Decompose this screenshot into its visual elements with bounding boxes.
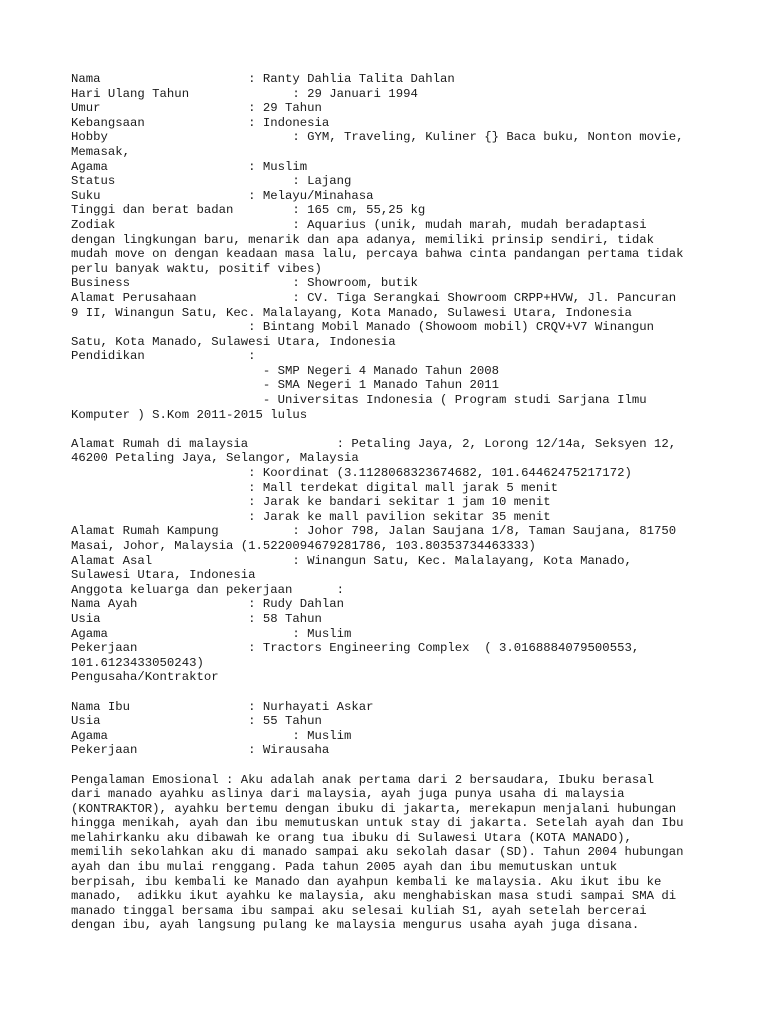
doc-line: Masai, Johor, Malaysia (1.5220094679281786, 103.80353734463333)	[71, 539, 536, 553]
doc-line: Pengusaha/Kontraktor	[71, 670, 219, 685]
doc-line: Kebangsaan : Indonesia	[71, 115, 330, 130]
doc-line: : Jarak ke bandari sekitar 1 jam 10 menit	[71, 495, 551, 510]
doc-line: hingga menikah, ayah dan ibu memutuskan untuk stay di jakarta. Setelah ayah dan Ibu	[71, 816, 684, 831]
doc-line: : Jarak ke mall pavilion sekitar 35 menit	[71, 509, 551, 524]
doc-line: Zodiak : Aquarius (unik, mudah marah, mudah beradaptasi	[71, 217, 647, 232]
doc-line: 46200 Petaling Jaya, Selangor, Malaysia	[71, 451, 359, 466]
doc-line	[71, 758, 711, 773]
doc-line: Usia : 58 Tahun	[71, 611, 322, 626]
doc-line: Pengalaman Emosional : Aku adalah anak pertama dari 2 bersaudara, Ibuku berasal	[71, 772, 654, 787]
doc-line: Memasak,	[71, 144, 131, 159]
doc-line: Umur : 29 Tahun	[71, 101, 322, 116]
doc-line: dengan ibu, ayah langsung pulang ke malaysia mengurus usaha ayah juga disana.	[71, 918, 640, 933]
doc-line: Pendidikan :	[71, 349, 256, 364]
doc-line: Tinggi dan berat badan : 165 cm, 55,25 kg	[71, 203, 426, 218]
doc-line: Nama Ayah : Rudy Dahlan	[71, 597, 345, 612]
doc-line: (KONTRAKTOR), ayahku bertemu dengan ibuku di jakarta, merekapun menjalani hubungan	[71, 801, 677, 816]
doc-line: Satu, Kota Manado, Sulawesi Utara, Indonesia	[71, 334, 396, 349]
doc-line: Hari Ulang Tahun : 29 Januari 1994	[71, 86, 418, 101]
doc-line: : Bintang Mobil Manado (Showoom mobil) CRQV+V7 Winangun	[71, 320, 654, 335]
doc-line: Agama : Muslim	[71, 728, 352, 743]
doc-line: Alamat Perusahaan : CV. Tiga Serangkai Showroom CRPP+HVW, Jl. Pancuran	[71, 290, 677, 305]
doc-line: mudah move on dengan keadaan masa lalu, percaya bahwa cinta pandangan pertama tidak	[71, 247, 684, 262]
doc-line: 101.6123433050243)	[71, 655, 204, 670]
doc-line: Suku : Melayu/Minahasa	[71, 188, 374, 203]
doc-line: Business : Showroom, butik	[71, 276, 418, 291]
doc-line	[71, 685, 711, 700]
doc-line: manado tinggal bersama ibu sampai aku selesai kuliah S1, ayah setelah bercerai	[71, 903, 647, 918]
doc-line: Nama : Ranty Dahlia Talita Dahlan	[71, 72, 455, 86]
doc-line: Hobby : GYM, Traveling, Kuliner {} Baca buku, Nonton movie,	[71, 130, 684, 145]
doc-line: Usia : 55 Tahun	[71, 714, 322, 729]
doc-line: Komputer ) S.Kom 2011-2015 lulus	[71, 407, 308, 422]
doc-line: Anggota keluarga dan pekerjaan :	[71, 582, 345, 597]
doc-line: dari manado ayahku aslinya dari malaysia, ayah juga punya usaha di malaysia	[71, 787, 625, 802]
doc-line: Sulawesi Utara, Indonesia	[71, 568, 256, 583]
doc-line: berpisah, ibu kembali ke Manado dan ayahpun kembali ke malaysia. Aku ikut ibu ke	[71, 874, 662, 889]
doc-line: Pekerjaan : Tractors Engineering Complex ( 3.0168884079500553,	[71, 641, 640, 656]
doc-line: Agama : Muslim	[71, 626, 352, 641]
doc-line: dengan lingkungan baru, menarik dan apa adanya, memiliki prinsip sendiri, tidak	[71, 232, 654, 247]
doc-line: 9 II, Winangun Satu, Kec. Malalayang, Kota Manado, Sulawesi Utara, Indonesia	[71, 305, 632, 320]
doc-line: Alamat Asal : Winangun Satu, Kec. Malalayang, Kota Manado,	[71, 553, 632, 568]
doc-line: : Koordinat (3.1128068323674682, 101.64462475217172)	[71, 466, 632, 481]
doc-line: - SMA Negeri 1 Manado Tahun 2011	[71, 378, 500, 393]
doc-line: : Mall terdekat digital mall jarak 5 menit	[71, 480, 559, 495]
doc-line: Nama Ibu : Nurhayati Askar	[71, 699, 374, 714]
doc-line: melahirkanku aku dibawah ke orang tua ibuku di Sulawesi Utara (KOTA MANADO),	[71, 830, 632, 845]
doc-line: ayah dan ibu mulai renggang. Pada tahun 2005 ayah dan ibu memutuskan untuk	[71, 860, 618, 875]
doc-line: Pekerjaan : Wirausaha	[71, 743, 330, 758]
doc-line	[71, 422, 711, 437]
doc-line: Agama : Muslim	[71, 159, 308, 174]
doc-line: Alamat Rumah Kampung : Johor 798, Jalan Saujana 1/8, Taman Saujana, 81750	[71, 524, 677, 539]
doc-line: - Universitas Indonesia ( Program studi Sarjana Ilmu	[71, 393, 647, 408]
doc-line: memilih sekolahkan aku di manado sampai aku sekolah dasar (SD). Tahun 2004 hubungan	[71, 845, 684, 860]
doc-line: Status : Lajang	[71, 174, 352, 189]
doc-line: perlu banyak waktu, positif vibes)	[71, 261, 322, 276]
doc-line: manado, adikku ikut ayahku ke malaysia, aku menghabiskan masa studi sampai SMA di	[71, 889, 677, 904]
doc-line: Alamat Rumah di malaysia : Petaling Jaya, 2, Lorong 12/14a, Seksyen 12,	[71, 436, 677, 451]
document-body	[71, 72, 711, 933]
doc-line: - SMP Negeri 4 Manado Tahun 2008	[71, 363, 500, 378]
